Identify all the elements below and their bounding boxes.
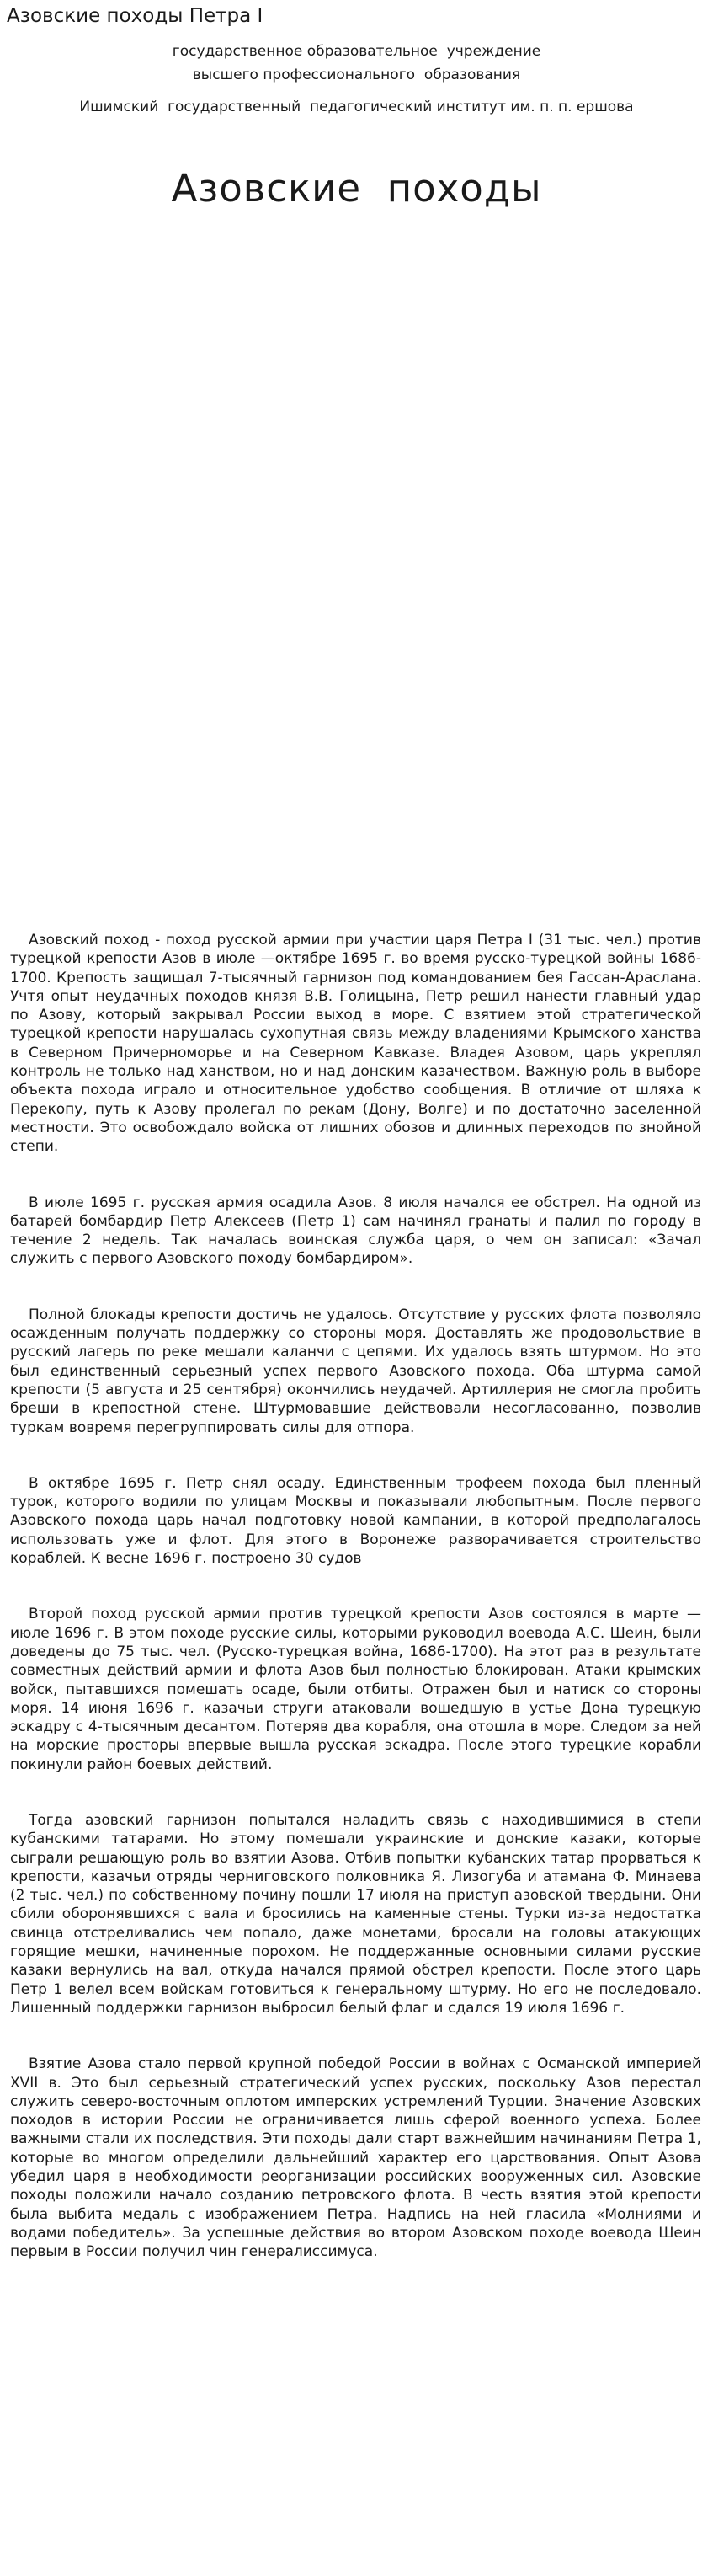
document-title: Азовские походы Петра I xyxy=(7,5,263,27)
paragraph-garrison-surrender: Тогда азовский гарнизон попытался наладить связь с находившимися в степи кубанскими татарами. Но этому помешали украинские и донские казаки, которые сыграли решающую роль во взятии Азова. Отбив попытки кубанских татар прорваться к крепости, казачьи отряды черниговского полковника Я. Лизогуба и атамана Ф. Минаева (2 тыс. чел.) по собственному почину пошли 17 июля на приступ азовской твердыни. Они сбили оборонявшихся с вала и бросились на каменные стены. Турки из-за недостатка свинца отстреливались чем попало, даже монетами, бросали на головы атакующих горящие мешки, начиненные порохом. Не поддержанные основными силами русские казаки вернулись на вал, откуда начался прямой обстрел крепости. После этого царь Петр 1 велел всем войскам готовиться к генеральному штурму. Но его не последовало. Лишенный поддержки гарнизон выбросил белый флаг и сдался 19 июля 1696 г. xyxy=(10,1811,701,2017)
institution-line-1: государственное образовательное учреждение xyxy=(172,43,541,60)
paragraph-october-1695: В октябре 1695 г. Петр снял осаду. Единственным трофеем похода был пленный турок, которого водили по улицам Москвы и показывали любопытным. После первого Азовского похода царь начал подготовку новой кампании, в которой предполагалось использовать уже и флот. Для этого в Воронеже разворачивается строительство кораблей. К весне 1696 г. построено 30 судов xyxy=(10,1474,701,1568)
main-heading: Азовские походы xyxy=(171,166,542,211)
paragraph-first-campaign-intro: Азовский поход - поход русской армии при участии царя Петра I (31 тыс. чел.) против турецкой крепости Азов в июле —октябре 1695 г. во время русско-турецкой войны 1686-1700. Крепость защищал 7-тысячный гарнизон под командованием бея Гассан-Арaслана. Учтя опыт неудачных походов князя В.В. Голицына, Петр решил нанести главный удар по Азову, который закрывал России выход в море. С взятием этой стратегической турецкой крепости нарушалась сухопутная связь между владениями Крымского ханства в Северном Причерноморье и на Северном Кавказе. Владея Азовом, царь укреплял контроль не только над ханством, но и над донским казачеством. Важную роль в выборе объекта похода играло и относительное удобство сообщения. В отличие от шляха к Перекопу, путь к Азову пролегал по рекам (Дону, Волге) и по достаточно заселенной местности. Это освобождало войска от лишних обозов и длинных переходов по знойной степи. xyxy=(10,932,701,1156)
paragraph-second-campaign: Второй поход русской армии против турецкой крепости Азов состоялся в марте — июле 1696 г. В этом походе русские силы, которыми руководил воевода А.С. Шеин, были доведены до 75 тыс. чел. (Русско-турецкая война, 1686-1700). На этот раз в результате совместных действий армии и флота Азов был полностью блокирован. Атаки крымских войск, пытавшихся помешать осаде, были отбиты. Отражен был и натиск со стороны моря. 14 июня 1696 г. казачьи струги атаковали вошедшую в устье Дона турецкую эскадру с 4-тысячным десантом. Потеряв два корабля, она отошла в море. Следом за ней на морские просторы впервые вышла русская эскадра. После этого турецкие корабли покинули район боевых действий. xyxy=(10,1606,701,1773)
institution-line-2: высшего профессионального образования xyxy=(192,67,521,83)
paragraph-siege-july-1695: В июле 1695 г. русская армия осадила Азов. 8 июля начался ее обстрел. На одной из батарей бомбардир Петр Алексеев (Петр 1) сам начинял гранаты и палил по городу в течение 2 недель. Так началась воинская служба царя, о чем он записал: «Зачал служить с первого Азовского походу бомбардиром». xyxy=(10,1194,701,1268)
document-body xyxy=(10,931,701,2262)
institution-line-3: Ишимский государственный педагогический институт им. п. п. ершова xyxy=(79,99,634,115)
paragraph-significance: Взятие Азова стало первой крупной победой России в войнах с Османской империей XVII в. Это был серьезный стратегический успех русских, поскольку Азов перестал служить северо-восточным оплотом имперских устремлений Турции. Значение Азовских походов в истории России не ограничивается лишь сферой военного успеха. Более важными стали их последствия. Эти походы дали старт важнейшим начинаниям Петра 1, которые во многом определили дальнейший характер его царствования. Опыт Азова убедил царя в необходимости реорганизации российских вооруженных сил. Азовские походы положили начало созданию петровского флота. В честь взятия этой крепости была выбита медаль с изображением Петра. Надпись на ней гласила «Молниями и водами победитель». За успешные действия во втором Азовском походе воевода Шеин первым в России получил чин генералиссимуса. xyxy=(10,2055,701,2261)
paragraph-blockade-failure: Полной блокады крепости достичь не удалось. Отсутствие у русских флота позволяло осажденным получать поддержку со стороны моря. Доставлять же продовольствие в русский лагерь по реке мешали каланчи с цепями. Их удалось взять штурмом. Но это был единственный серьезный успех первого Азовского похода. Оба штурма самой крепости (5 августа и 25 сентября) окончились неудачей. Артиллерия не смогла пробить бреши в крепостной стене. Штурмовавшие действовали несогласованно, позволив туркам вовремя перегруппировать силы для отпора. xyxy=(10,1306,701,1436)
